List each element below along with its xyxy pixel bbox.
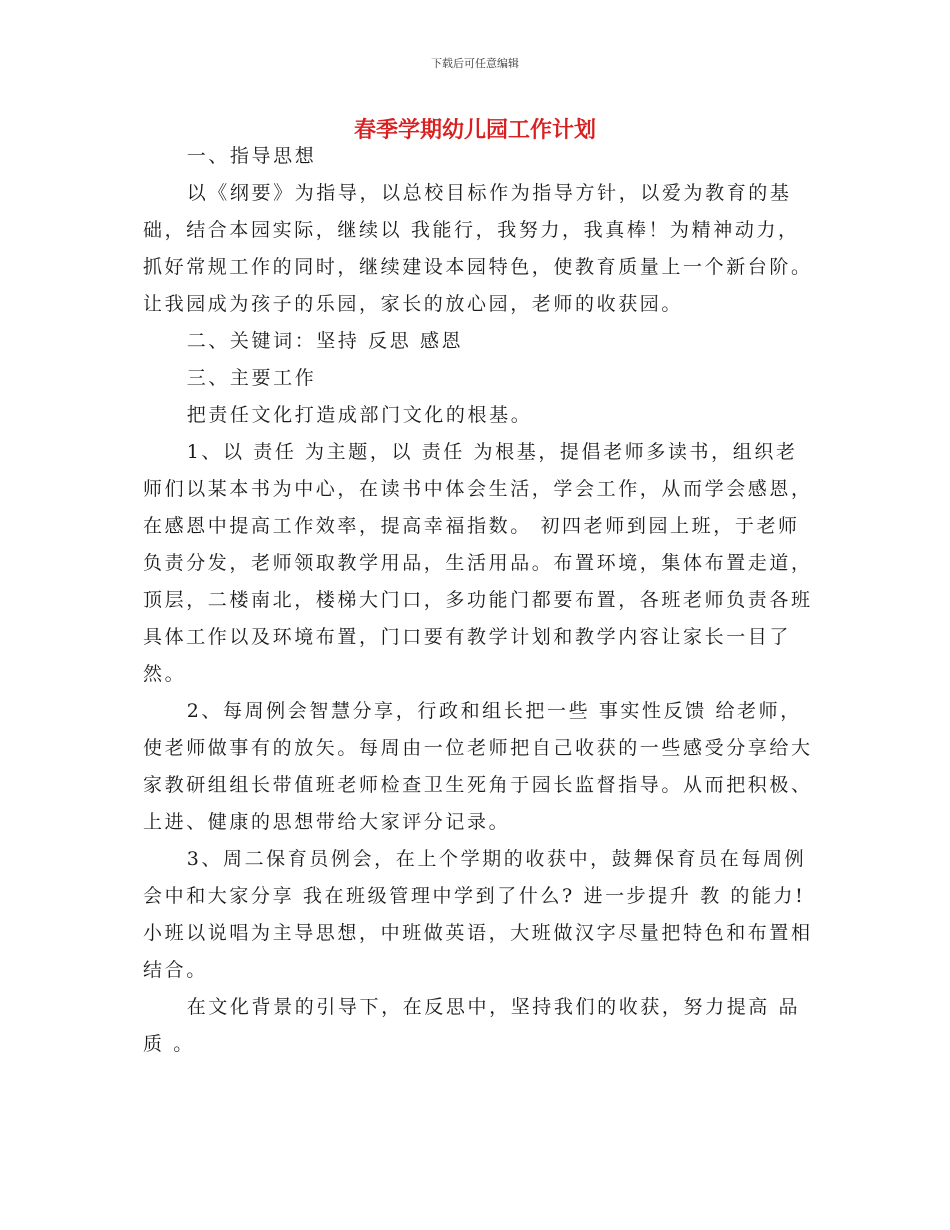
section-heading-guiding-thought: 一、指导思想 xyxy=(186,145,317,167)
paragraph-guiding-thought: 以《纲要》为指导，以总校目标作为指导方针，以爱为教育的基础，结合本园实际，继续以 我能行，我努力，我真棒！为精神动力，抓好常规工作的同时，继续建设本园特色，使教育质量上一个新台阶。让我园成为孩子的乐园，家长的放心园，老师的收获园。 xyxy=(143,182,813,315)
document-body xyxy=(143,138,813,1063)
document-title: 春季学期幼儿园工作计划 xyxy=(353,118,596,143)
paragraph-item-1: 1、以 责任 为主题，以 责任 为根基，提倡老师多读书，组织老师们以某本书为中心，在读书中体会生活，学会工作，从而学会感恩，在感恩中提高工作效率，提高幸福指数。 初四老师到园上班，于老师负责分发，老师领取教学用品，生活用品。布置环境，集体布置走道，顶层，二楼南北，楼梯大门口，多功能门都要布置，各班老师负责各班具体工作以及环境布置，门口要有教学计划和教学内容让家长一目了然。 xyxy=(143,441,813,685)
paragraph-item-2: 2、每周例会智慧分享，行政和组长把一些 事实性反馈 给老师，使老师做事有的放矢。每周由一位老师把自己收获的一些感受分享给大家教研组组长带值班老师检查卫生死角于园长监督指导。从而把积极、上进、健康的思想带给大家评分记录。 xyxy=(143,700,813,833)
paragraph-item-3: 3、周二保育员例会，在上个学期的收获中，鼓舞保育员在每周例会中和大家分享 我在班级管理中学到了什么? 进一步提升 教 的能力! 小班以说唱为主导思想，中班做英语，大班做汉字尽量把特色和布置相结合。 xyxy=(143,848,813,981)
header-note: 下载后可任意编辑 xyxy=(431,57,519,70)
section-heading-keywords: 二、关键词：坚持 反思 感恩 xyxy=(186,330,464,352)
paragraph-main-work-intro: 把责任文化打造成部门文化的根基。 xyxy=(186,404,533,426)
paragraph-closing: 在文化背景的引导下，在反思中，坚持我们的收获，努力提高 品质 。 xyxy=(143,996,801,1055)
section-heading-main-work: 三、主要工作 xyxy=(186,367,317,389)
